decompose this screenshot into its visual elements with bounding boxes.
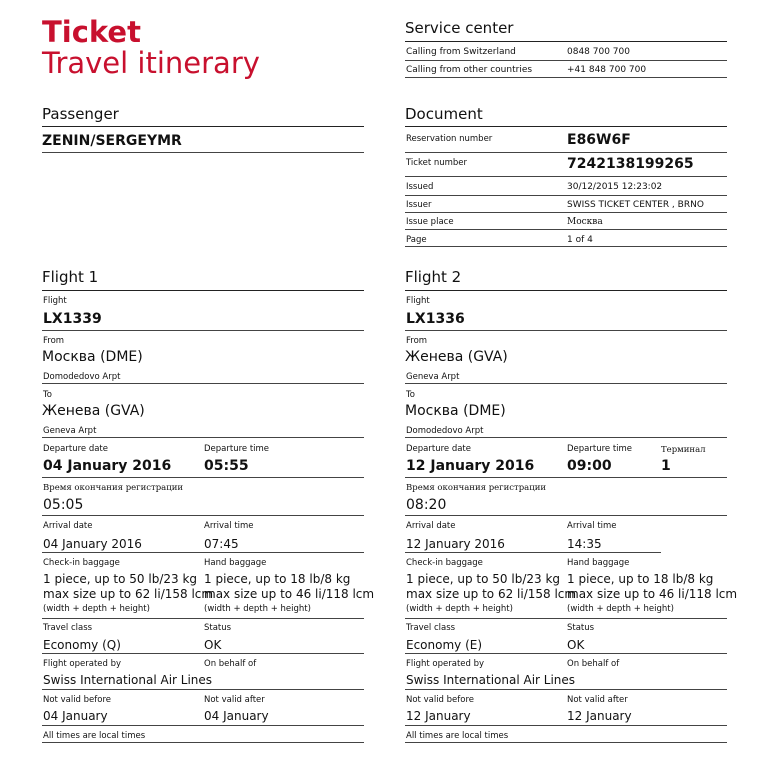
flight-1-section [42,0,375,769]
flight-heading: Flight 1 [42,268,99,286]
from-label: From [43,336,65,346]
arrival-date-label: Arrival date [406,521,456,531]
terminal: 1 [661,458,671,474]
from-airport: Москва (DME) [42,349,143,365]
to-airport-name: Domodedovo Arpt [406,426,484,436]
from-label: From [406,336,428,346]
passenger-heading: Passenger [42,105,119,123]
status: OK [567,638,585,652]
reservation-label: Reservation number [406,134,493,144]
departure-date-label: Departure date [406,444,471,454]
divider [405,477,727,478]
ticket-title: Ticket [42,15,141,49]
service-row-value: 0848 700 700 [567,47,630,57]
checked-baggage-note: (width + depth + height) [43,604,150,614]
to-airport: Женева (GVA) [42,403,145,419]
hand-baggage-label: Hand baggage [204,558,267,568]
hand-baggage-allowance: 1 piece, up to 18 lb/8 kg [204,572,351,586]
not-valid-before-label: Not valid before [43,695,112,705]
not-valid-after-label: Not valid after [567,695,628,705]
divider [42,552,364,553]
passenger-name: ZENIN/SERGEYMR [42,133,182,149]
flight-number-label: Flight [43,296,67,306]
departure-time-label: Departure time [567,444,633,454]
flight-heading: Flight 2 [405,268,462,286]
service-row-label: Calling from Switzerland [406,47,516,57]
flight-2-section [405,0,738,769]
service-row-label: Calling from other countries [406,65,533,75]
not-valid-after: 04 January [204,709,269,723]
divider [405,383,727,384]
not-valid-before: 12 January [406,709,471,723]
hand-baggage-note: (width + depth + height) [204,604,311,614]
checked-baggage-note: (width + depth + height) [406,604,513,614]
ticket-number-label: Ticket number [406,158,468,168]
checked-baggage-allowance: 1 piece, up to 50 lb/23 kg [43,572,198,586]
to-airport-name: Geneva Arpt [43,426,97,436]
divider [42,330,364,331]
travel-class-label: Travel class [43,623,93,633]
divider [405,290,727,291]
flight-number: LX1336 [406,311,465,327]
checkin-deadline: 05:05 [43,497,84,513]
divider [42,383,364,384]
issuer-label: Issuer [406,200,432,210]
not-valid-after-label: Not valid after [204,695,265,705]
to-label: To [406,390,415,400]
issue-place-value: Москва [567,217,603,227]
divider [405,515,727,516]
divider [405,689,727,690]
departure-time-label: Departure time [204,444,270,454]
divider [42,515,364,516]
operated-by: Swiss International Air Lines [406,673,576,687]
arrival-time-label: Arrival time [567,521,617,531]
arrival-date: 12 January 2016 [406,537,505,551]
divider [405,725,727,726]
divider [405,437,727,438]
service-center-heading: Service center [405,19,514,37]
departure-date-label: Departure date [43,444,108,454]
divider [42,290,364,291]
hand-baggage-size: max size up to 46 li/118 lcm [204,587,375,601]
checked-baggage-label: Check-in baggage [43,558,120,568]
flight-number: LX1339 [43,311,102,327]
page-value: 1 of 4 [567,235,593,245]
divider [405,618,727,619]
checked-baggage-allowance: 1 piece, up to 50 lb/23 kg [406,572,561,586]
page-label: Page [406,235,427,245]
status: OK [204,638,222,652]
departure-date: 12 January 2016 [406,458,535,474]
divider [405,330,727,331]
operated-by-label: Flight operated by [43,659,122,669]
divider [42,725,364,726]
departure-date: 04 January 2016 [43,458,172,474]
not-valid-before: 04 January [43,709,108,723]
not-valid-before-label: Not valid before [406,695,475,705]
divider [405,552,661,553]
checked-baggage-size: max size up to 62 li/158 lcm [406,587,577,601]
operated-by: Swiss International Air Lines [43,673,213,687]
local-times-note: All times are local times [406,731,509,741]
issued-value: 30/12/2015 12:23:02 [567,182,663,192]
travel-class-label: Travel class [406,623,456,633]
local-times-note: All times are local times [43,731,146,741]
to-label: To [43,390,52,400]
divider [42,689,364,690]
operated-by-label: Flight operated by [406,659,485,669]
divider [42,437,364,438]
divider [42,477,364,478]
hand-baggage-label: Hand baggage [567,558,630,568]
divider [405,653,727,654]
checkin-deadline: 08:20 [406,497,447,513]
departure-time: 09:00 [567,458,612,474]
status-label: Status [204,623,232,633]
divider [405,742,727,743]
issued-label: Issued [406,182,434,192]
document-heading: Document [405,105,483,123]
travel-class: Economy (Q) [43,638,121,652]
on-behalf-of-label: On behalf of [567,659,620,669]
arrival-time: 07:45 [204,537,239,551]
divider [42,618,364,619]
issuer-value: SWISS TICKET CENTER , BRNO [567,200,704,210]
not-valid-after: 12 January [567,709,632,723]
divider [42,742,364,743]
arrival-date: 04 January 2016 [43,537,142,551]
divider [42,653,364,654]
flight-number-label: Flight [406,296,430,306]
status-label: Status [567,623,595,633]
from-airport-name: Geneva Arpt [406,372,460,382]
ticket-number: 7242138199265 [567,156,694,172]
hand-baggage-note: (width + depth + height) [567,604,674,614]
arrival-time-label: Arrival time [204,521,254,531]
itinerary-title: Travel itinerary [42,46,260,80]
on-behalf-of-label: On behalf of [204,659,257,669]
checkin-deadline-label: Время окончания регистрации [43,483,184,493]
checkin-deadline-label: Время окончания регистрации [406,483,547,493]
reservation-number: E86W6F [567,132,631,148]
from-airport: Женева (GVA) [405,349,508,365]
hand-baggage-size: max size up to 46 li/118 lcm [567,587,738,601]
arrival-time: 14:35 [567,537,602,551]
arrival-date-label: Arrival date [43,521,93,531]
terminal-label: Терминал [661,445,706,455]
to-airport: Москва (DME) [405,403,506,419]
checked-baggage-label: Check-in baggage [406,558,483,568]
issue-place-label: Issue place [406,217,454,227]
from-airport-name: Domodedovo Arpt [43,372,121,382]
hand-baggage-allowance: 1 piece, up to 18 lb/8 kg [567,572,714,586]
departure-time: 05:55 [204,458,249,474]
travel-class: Economy (E) [406,638,483,652]
checked-baggage-size: max size up to 62 li/158 lcm [43,587,214,601]
service-row-value: +41 848 700 700 [567,65,647,75]
